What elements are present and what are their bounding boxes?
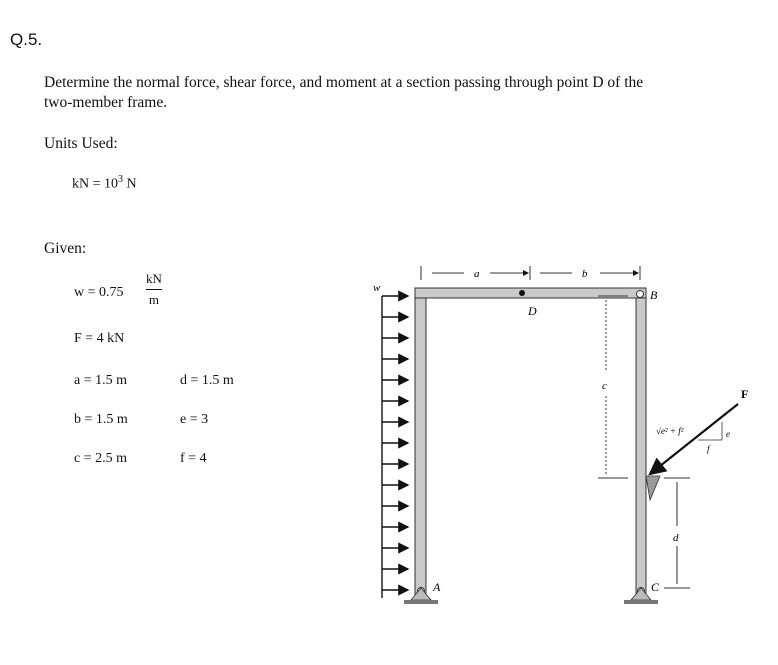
point-D bbox=[519, 290, 525, 296]
force-F bbox=[646, 404, 738, 500]
label-B: B bbox=[650, 288, 658, 302]
slope-triangle bbox=[698, 422, 722, 440]
given-e: e = 3 bbox=[180, 412, 209, 427]
units-base: = 10 bbox=[92, 176, 119, 192]
frame-members bbox=[415, 288, 646, 600]
support-block bbox=[411, 588, 431, 600]
support-block bbox=[631, 588, 651, 600]
distributed-load bbox=[382, 296, 408, 598]
given-d: d = 1.5 m bbox=[180, 373, 234, 388]
label-w: w bbox=[373, 282, 381, 294]
given-w-unit-den: m bbox=[148, 292, 159, 307]
given-f: f = 4 bbox=[180, 451, 207, 466]
label-D: D bbox=[528, 304, 537, 318]
given-a: a = 1.5 m bbox=[74, 373, 127, 388]
label-f: f bbox=[707, 444, 710, 454]
units-kn: kN bbox=[72, 176, 90, 192]
given-w-unit-num: kN bbox=[146, 271, 162, 286]
question-number: Q.5. bbox=[10, 30, 43, 49]
given-c: c = 2.5 m bbox=[74, 451, 127, 466]
force-arrow bbox=[650, 404, 738, 474]
label-e: e bbox=[726, 429, 730, 439]
given-w: w = 0.75 bbox=[74, 285, 124, 300]
ground bbox=[624, 600, 658, 604]
label-F: F bbox=[741, 387, 749, 401]
given-heading: Given: bbox=[44, 240, 87, 257]
given-b: b = 1.5 m bbox=[74, 412, 128, 427]
pin-B bbox=[637, 291, 644, 298]
given-F: F = 4 kN bbox=[74, 331, 125, 346]
problem-line-1: Determine the normal force, shear force, and moment at a section passing through point D of the bbox=[44, 74, 644, 91]
left-column bbox=[415, 288, 426, 600]
units-n: N bbox=[126, 176, 137, 192]
label-b: b bbox=[582, 268, 588, 280]
label-d: d bbox=[673, 532, 679, 544]
right-column bbox=[636, 298, 646, 600]
ground bbox=[404, 600, 438, 604]
problem-line-2: two-member frame. bbox=[44, 94, 168, 111]
units-heading: Units Used: bbox=[44, 135, 118, 152]
force-bracket bbox=[646, 476, 660, 500]
label-a: a bbox=[474, 268, 480, 280]
units-exponent: 3 bbox=[118, 174, 124, 185]
label-sqrt: √e² + f² bbox=[656, 426, 684, 436]
label-C: C bbox=[651, 580, 660, 594]
label-A: A bbox=[433, 580, 441, 594]
label-c: c bbox=[602, 380, 607, 392]
dimension-ab bbox=[421, 266, 640, 280]
